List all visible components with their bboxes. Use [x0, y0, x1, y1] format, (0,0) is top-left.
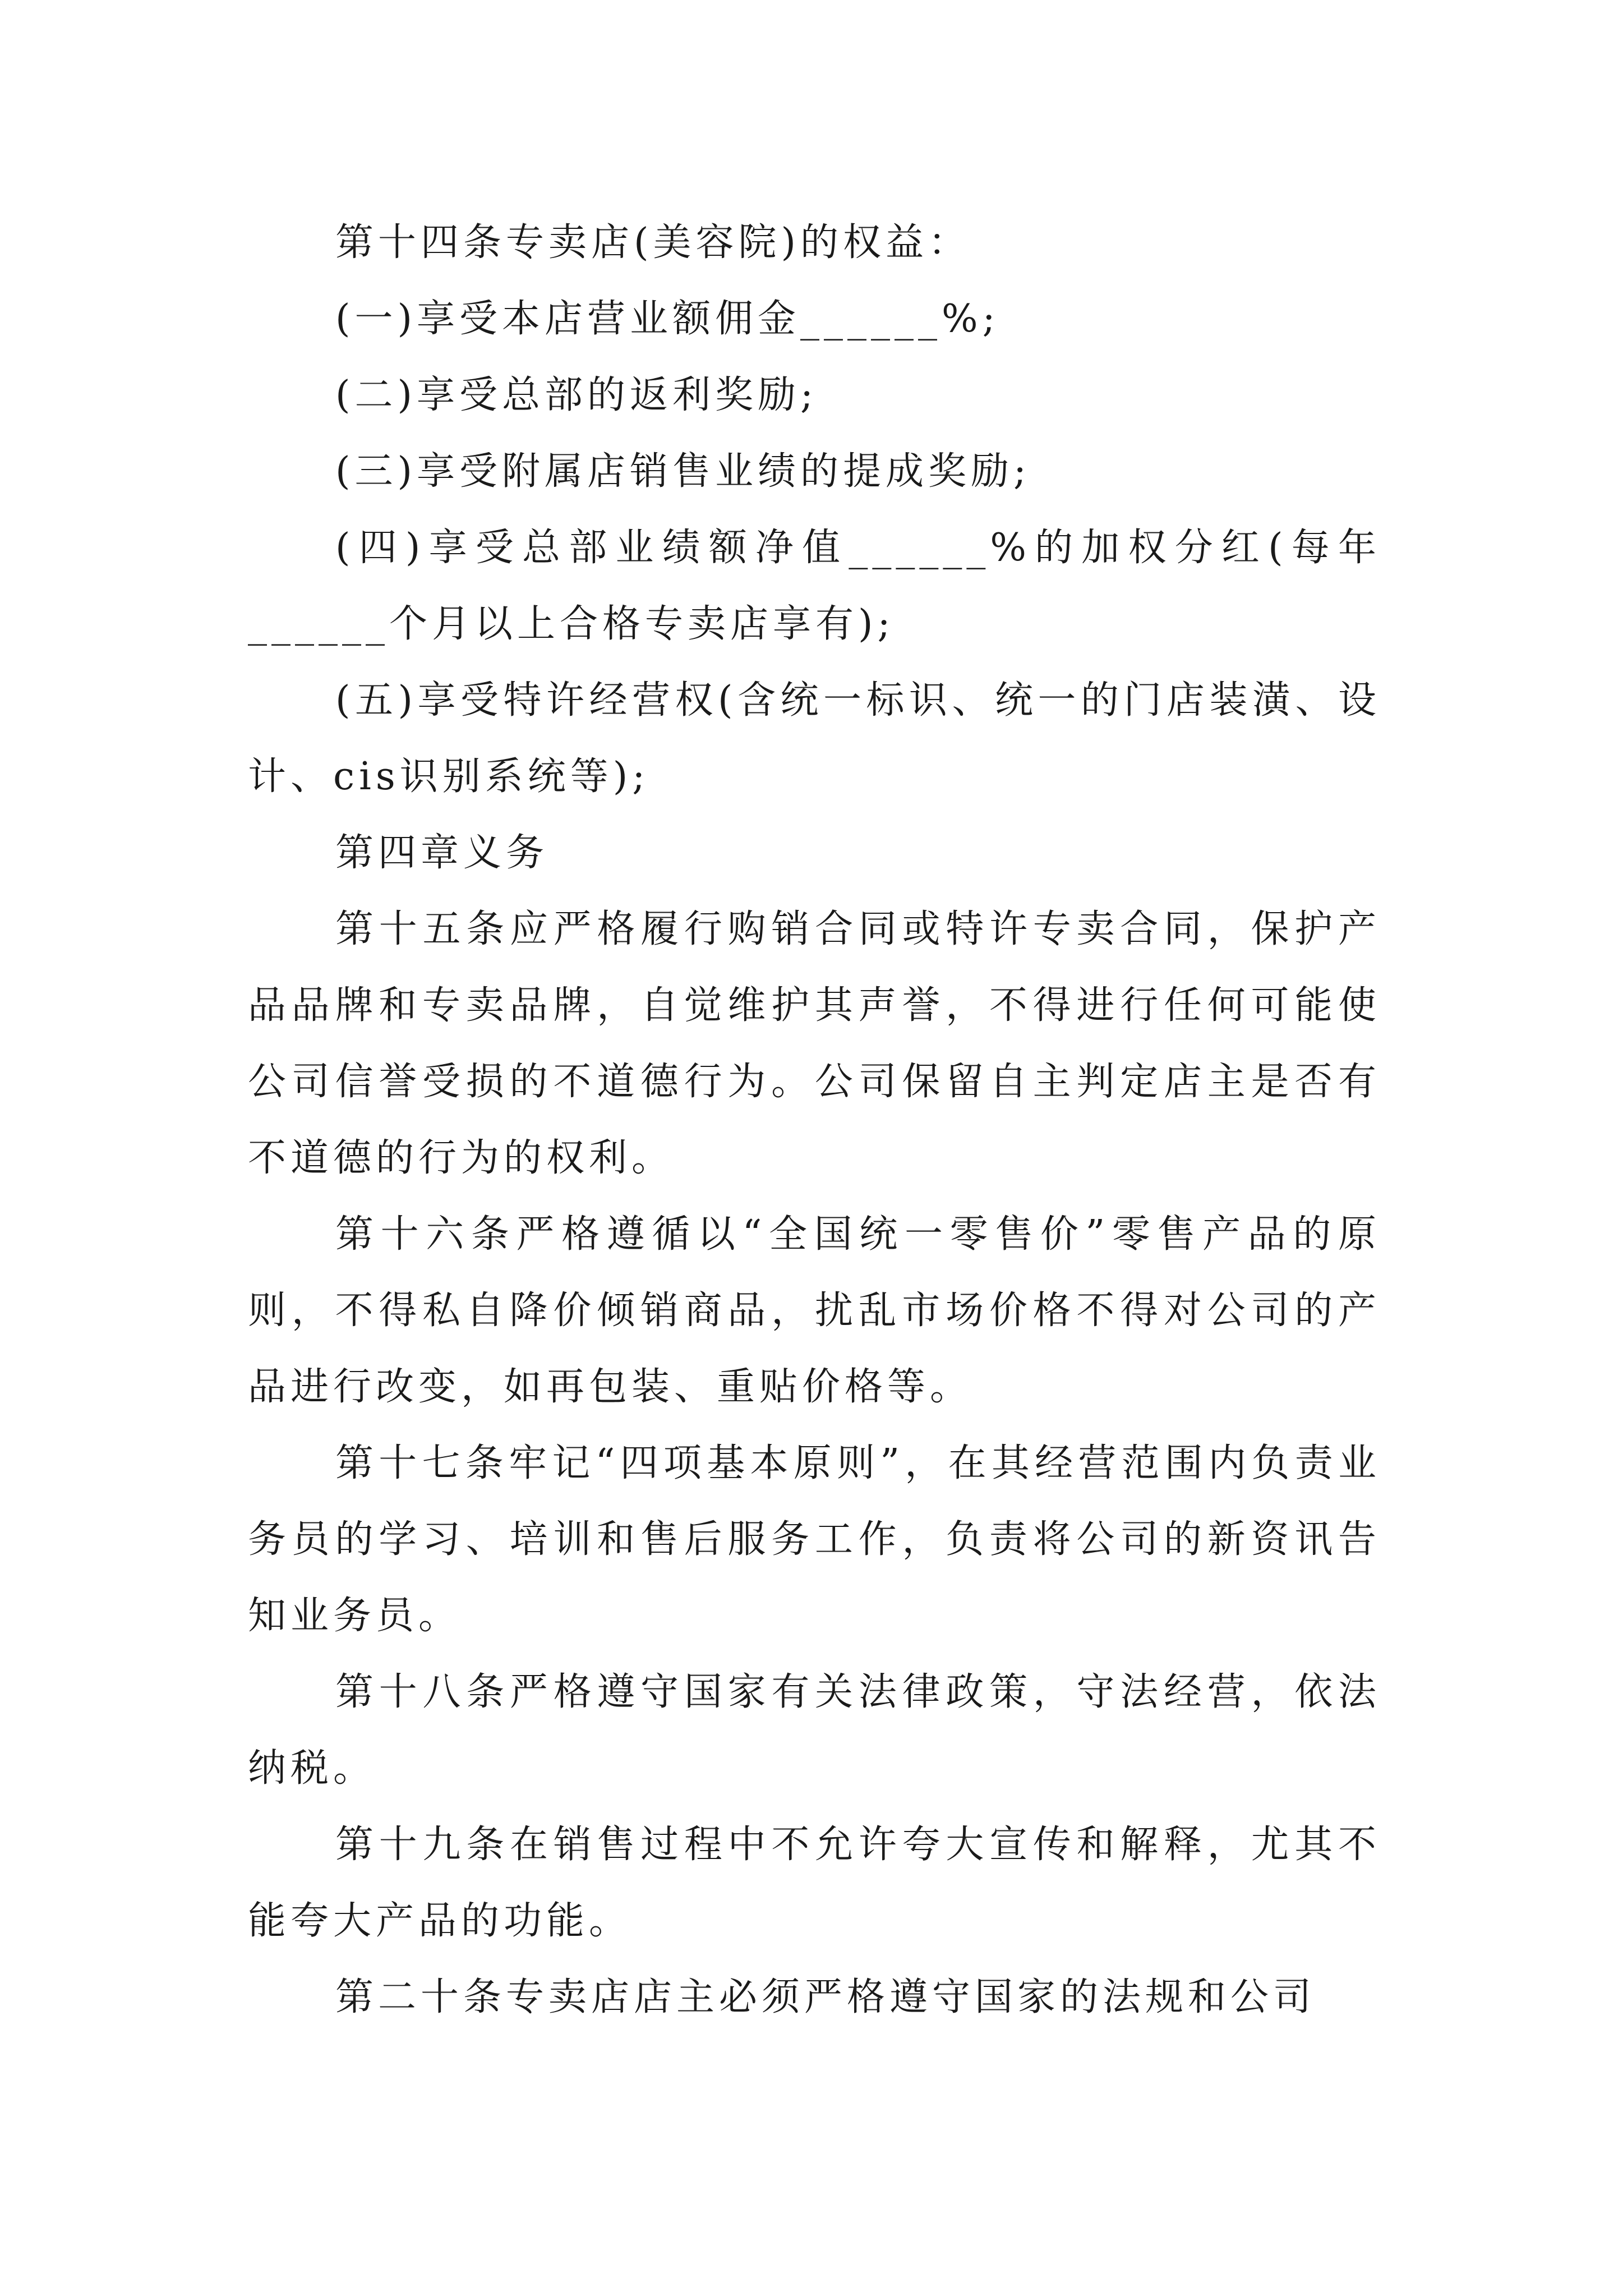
paragraph-item-5: (五)享受特许经营权(含统一标识、统一的门店装潢、设计、cis识别系统等); [248, 678, 1381, 799]
paragraph-article-16: 第十六条严格遵循以“全国统一零售价”零售产品的原则，不得私自降价倾销商品，扰乱市场价格不得对公司的产品进行改变，如再包装、重贴价格等。 [248, 1212, 1381, 1409]
document-body [248, 205, 1381, 2036]
paragraph-article-19: 第十九条在销售过程中不允许夸大宣传和解释，尤其不能夸大产品的功能。 [248, 1823, 1381, 1943]
paragraph-item-4: (四)享受总部业绩额净值______%的加权分红(每年______个月以上合格专卖店享有); [248, 526, 1381, 646]
paragraph-article-15: 第十五条应严格履行购销合同或特许专卖合同，保护产品品牌和专卖品牌，自觉维护其声誉，不得进行任何可能使公司信誉受损的不道德行为。公司保留自主判定店主是否有不道德的行为的权利。 [248, 907, 1381, 1180]
paragraph-article-14-title: 第十四条专卖店(美容院)的权益： [335, 220, 971, 265]
paragraph-article-20: 第二十条专卖店店主必须严格遵守国家的法规和公司 [335, 1975, 1316, 2019]
chapter-heading: 第四章义务 [335, 831, 549, 875]
paragraph-item-2: (二)享受总部的返利奖励; [335, 373, 818, 417]
paragraph-item-1: (一)享受本店营业额佣金______%; [335, 297, 1000, 341]
paragraph-article-17: 第十七条牢记“四项基本原则”，在其经营范围内负责业务员的学习、培训和售后服务工作，负责将公司的新资讯告知业务员。 [248, 1441, 1381, 1638]
paragraph-article-18: 第十八条严格遵守国家有关法律政策，守法经营，依法纳税。 [248, 1670, 1381, 1791]
paragraph-item-3: (三)享受附属店销售业绩的提成奖励; [335, 449, 1031, 494]
